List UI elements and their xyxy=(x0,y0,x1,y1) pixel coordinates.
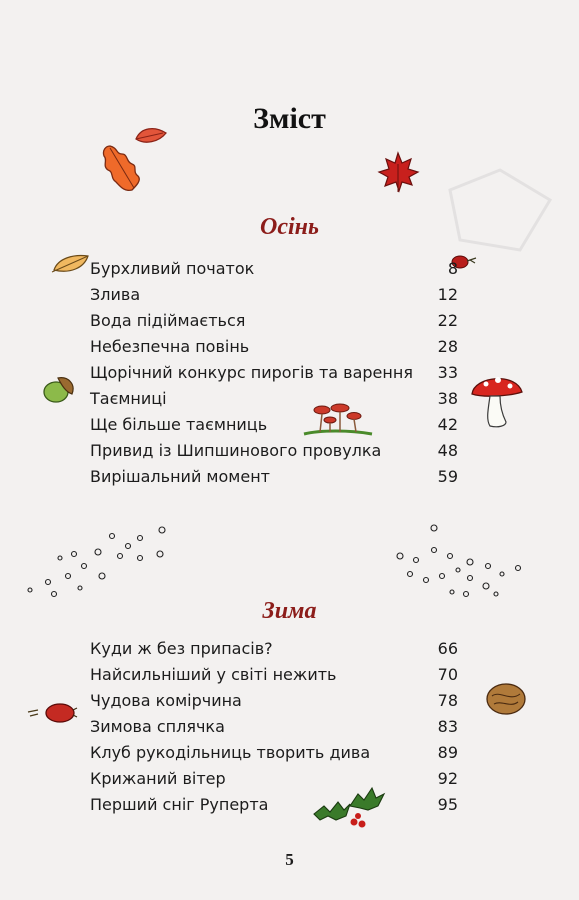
holly-icon xyxy=(310,784,390,832)
oak-leaf-icon xyxy=(100,142,144,194)
toc-entry[interactable] xyxy=(90,636,458,662)
toc-entry[interactable] xyxy=(90,282,458,308)
chapter-page: 89 xyxy=(437,743,458,762)
chapter-title: Таємниці xyxy=(90,389,167,408)
chapter-page: 66 xyxy=(437,639,458,658)
section-title-autumn: Осінь xyxy=(260,214,319,240)
chapter-title: Найсильніший у світі нежить xyxy=(90,665,337,684)
chapter-title: Щорічний конкурс пирогів та варення xyxy=(90,363,413,382)
chapter-title: Зимова сплячка xyxy=(90,717,225,736)
toc-entry[interactable] xyxy=(90,688,458,714)
toc-entry[interactable] xyxy=(90,412,458,438)
toc-entry[interactable] xyxy=(90,256,458,282)
chapter-page: 70 xyxy=(437,665,458,684)
toc-entry[interactable] xyxy=(90,308,458,334)
chapter-title: Небезпечна повінь xyxy=(90,337,250,356)
mushroom-icon xyxy=(466,366,526,430)
toc-entry[interactable] xyxy=(90,464,458,490)
chapter-title: Чудова комірчина xyxy=(90,691,242,710)
toc-entry[interactable] xyxy=(90,662,458,688)
chapter-title: Вода підіймається xyxy=(90,311,246,330)
toc-entry[interactable] xyxy=(90,792,458,818)
chapter-page: 48 xyxy=(437,441,458,460)
chapter-page: 92 xyxy=(437,769,458,788)
chapter-page: 22 xyxy=(437,311,458,330)
small-mushrooms-icon xyxy=(300,400,376,440)
chapter-title: Вирішальний момент xyxy=(90,467,270,486)
chapter-page: 28 xyxy=(437,337,458,356)
walnut-icon xyxy=(484,680,528,718)
chapter-title: Злива xyxy=(90,285,141,304)
toc-entry[interactable] xyxy=(90,740,458,766)
chapter-page: 95 xyxy=(437,795,458,814)
chapter-page: 8 xyxy=(447,259,458,278)
snowflakes-right-decoration xyxy=(392,520,532,602)
page-title: Зміст xyxy=(253,102,326,135)
yellow-leaf-icon xyxy=(50,252,92,276)
section-title-winter: Зима xyxy=(262,598,317,624)
page-number: 5 xyxy=(285,850,294,869)
chapter-title: Куди ж без припасів? xyxy=(90,639,273,658)
chapter-page: 42 xyxy=(437,415,458,434)
toc-entry[interactable] xyxy=(90,360,458,386)
toc-entry[interactable] xyxy=(90,714,458,740)
autumn-chapter-list xyxy=(90,256,458,490)
chapter-page: 12 xyxy=(437,285,458,304)
chapter-title: Клуб рукодільниць творить дива xyxy=(90,743,371,762)
chapter-page: 83 xyxy=(437,717,458,736)
toc-entry[interactable] xyxy=(90,386,458,412)
snowflakes-left-decoration xyxy=(20,522,170,600)
chapter-title: Привид із Шипшинового провулка xyxy=(90,441,382,460)
rosehip-icon xyxy=(26,700,78,726)
chapter-page: 33 xyxy=(437,363,458,382)
chapter-title: Бурхливий початок xyxy=(90,259,255,278)
winter-chapter-list xyxy=(90,636,458,818)
maple-leaf-icon xyxy=(376,150,420,194)
chapter-page: 38 xyxy=(437,389,458,408)
toc-entry[interactable] xyxy=(90,438,458,464)
chapter-title: Ще більше таємниць xyxy=(90,415,268,434)
chapter-title: Крижаний вітер xyxy=(90,769,226,788)
chapter-page: 59 xyxy=(437,467,458,486)
chapter-title: Перший сніг Руперта xyxy=(90,795,269,814)
chapter-page: 78 xyxy=(437,691,458,710)
acorn-icon xyxy=(40,372,78,406)
toc-entry[interactable] xyxy=(90,766,458,792)
toc-entry[interactable] xyxy=(90,334,458,360)
